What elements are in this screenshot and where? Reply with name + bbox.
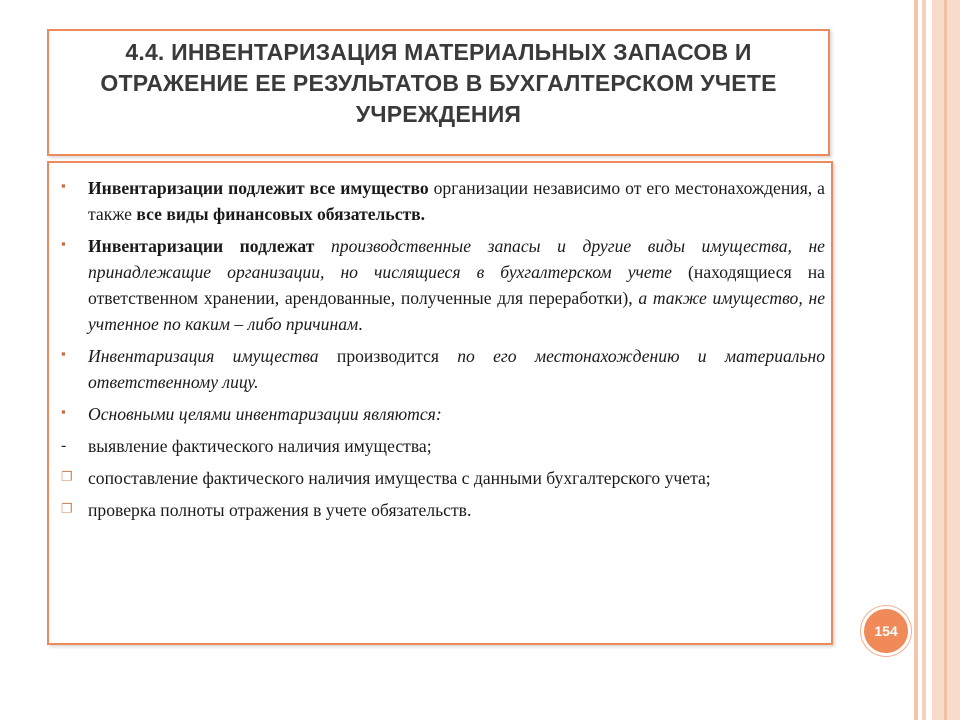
list-item [61,401,825,427]
item-text: проверка полноты отражения в учете обязательств. [88,500,472,520]
checkbox-icon: ❐ [61,501,73,516]
list-item [61,175,825,227]
content-box [47,161,833,645]
item-text: Инвентаризация имущества [88,346,319,366]
item-text: Инвентаризации подлежат [88,236,315,256]
decor-stripe [914,0,918,720]
decor-stripe [922,0,926,720]
list-item [61,233,825,337]
checkbox-icon: ❐ [61,469,73,484]
item-text: выявление фактического наличия имущества; [88,436,432,456]
list-item [61,497,825,523]
bullet-icon: ▪ [61,346,66,361]
slide-title: 4.4. ИНВЕНТАРИЗАЦИЯ МАТЕРИАЛЬНЫХ ЗАПАСОВ И ОТРАЖЕНИЕ ЕЕ РЕЗУЛЬТАТОВ В БУХГАЛТЕРСКОМ УЧЕТЕ УЧРЕЖДЕНИЯ [100,39,777,127]
item-text [314,236,331,256]
item-text: организации независимо от его местонахождения, а также [88,178,825,224]
item-text: производственные запасы и другие виды имущества, не принадлежащие организации, но числящиеся в бухгалтерском учете [88,236,825,282]
item-text: по его местонахождению и материально ответственному лицу. [88,346,825,392]
content-list [61,175,825,529]
decor-stripe [944,0,947,720]
item-text: производится [318,346,458,366]
item-text: Основными целями инвентаризации являются: [88,404,442,424]
item-text: все виды финансовых обязательств. [136,204,426,224]
list-item [61,465,825,491]
bullet-icon: ▪ [61,178,66,193]
item-text: . [358,314,363,334]
list-item [61,343,825,395]
item-text: Инвентаризации подлежит все имущество [88,178,429,198]
title-box [47,29,830,156]
page-number: 154 [861,606,911,656]
bullet-icon: ▪ [61,236,66,251]
bullet-icon: ▪ [61,404,66,419]
item-text: сопоставление фактического наличия имущества с данными бухгалтерского учета; [88,468,711,488]
item-text: (находящиеся на ответственном хранении, арендованные, полученные для переработки), [88,262,825,308]
list-item [61,433,825,459]
dash-icon: - [61,437,67,454]
item-text: а также имущество, не учтенное по каким – либо причинам [88,288,825,334]
